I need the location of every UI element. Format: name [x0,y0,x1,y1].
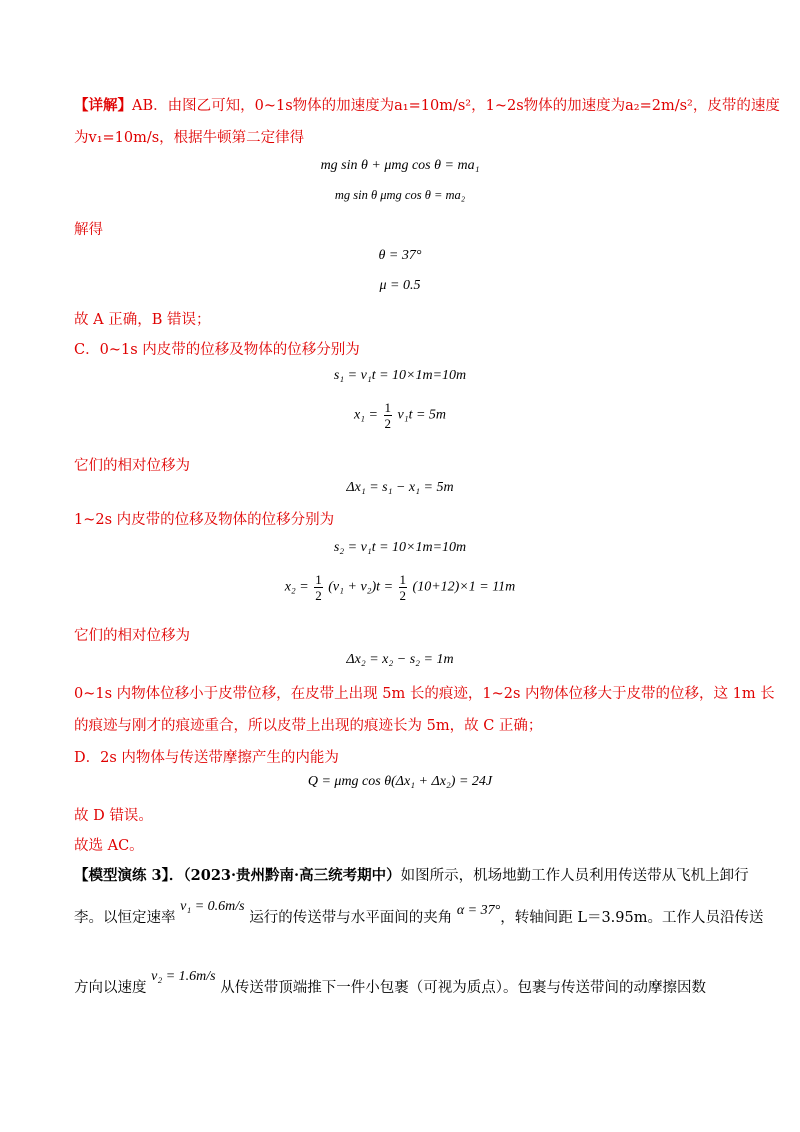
x2-middle: (v₁ + v₂)t = [328,579,394,595]
problem-text-2c: ，转轴间距 L＝3.95m。工作人员沿传送 [500,910,764,926]
angle-alpha: α = 37° [456,903,501,918]
fraction-half-1 [314,572,323,603]
equation-theta: θ = 37° [378,248,422,263]
fraction-numerator-2: 1 [399,572,407,587]
problem-line-2 [74,899,764,929]
problem-line-3 [74,969,706,999]
x1-left: x₁ = [353,407,378,423]
equation-mu: μ = 0.5 [379,278,421,293]
velocity-v1: v₁ = 0.6m/s [180,899,245,914]
equation-1: mg sin θ + μmg cos θ = ma₁ [320,158,480,173]
equation-x1 [0,400,800,431]
final-answer: 故选 AC。 [74,838,144,854]
part-c-intro-2: 1~2s 内皮带的位移及物体的位移分别为 [74,512,335,528]
equation-q: Q = μmg cos θ(Δx₁ + Δx₂) = 24J [307,774,493,789]
fraction-numerator-1: 1 [315,572,322,587]
equation-s1: s₁ = v₁t = 10×1m=10m [333,368,467,383]
fraction-half [384,400,393,431]
equation-2: mg sin θ μmg cos θ = ma₂ [334,188,466,202]
solve-label: 解得 [74,222,103,238]
velocity-v2: v₂ = 1.6m/s [151,969,216,984]
equation-s2: s₂ = v₁t = 10×1m=10m [333,540,467,555]
part-d-intro: D．2s 内物体与传送带摩擦产生的内能为 [74,750,339,766]
solution-line-1 [74,96,780,116]
equation-dx1: Δx₁ = s₁ − x₁ = 5m [346,480,454,495]
problem-source: ．（2023·贵州黔南·高三统考期中） [168,867,401,884]
problem-text-3b: 从传送带顶端推下一件小包裹（可视为质点）。包裹与传送带间的动摩擦因数 [220,980,706,996]
problem-label: 【模型演练 3】 [74,867,169,884]
part-c-paragraph-1: 0~1s 内物体位移小于皮带位移，在皮带上出现 5m 长的痕迹，1~2s 内物体位移大于皮带的位移，这 1m 长 [74,686,775,702]
x2-right: (10+12)×1 = 11m [412,579,516,595]
x1-right: v₁t = 5m [397,407,447,423]
fraction-denominator-1: 2 [315,588,322,603]
fraction-numerator: 1 [384,400,391,415]
problem-text-2b: 运行的传送带与水平面间的夹角 [249,910,453,926]
conclusion-ab: 故 A 正确，B 错误； [74,312,211,328]
fraction-denominator-2: 2 [399,588,407,603]
problem-text-1: 如图所示，机场地勤工作人员利用传送带从飞机上卸行 [400,868,749,884]
part-c-paragraph-2: 的痕迹与刚才的痕迹重合，所以皮带上出现的痕迹长为 5m，故 C 正确； [74,718,543,734]
problem-line-1 [74,866,749,886]
problem-text-2a: 李。以恒定速率 [74,910,176,926]
solution-label: 【详解】 [74,97,132,114]
conclusion-d: 故 D 错误。 [74,808,153,824]
relative-displacement-1-label: 它们的相对位移为 [74,458,190,474]
fraction-half-2 [399,572,408,603]
problem-text-3a: 方向以速度 [74,980,147,996]
part-c-intro: C．0~1s 内皮带的位移及物体的位移分别为 [74,342,360,358]
relative-displacement-2-label: 它们的相对位移为 [74,628,190,644]
solution-line-2: 为v₁=10m/s，根据牛顿第二定律得 [74,130,305,146]
equation-dx2: Δx₂ = x₂ − s₂ = 1m [346,652,454,667]
solution-text-1: AB．由图乙可知，0~1s物体的加速度为a₁=10m/s²，1~2s物体的加速度为a₂=2m/s²，皮带的速度 [132,98,780,114]
equation-x2 [0,572,800,603]
x2-left: x₂ = [284,579,309,595]
fraction-denominator: 2 [384,416,391,431]
